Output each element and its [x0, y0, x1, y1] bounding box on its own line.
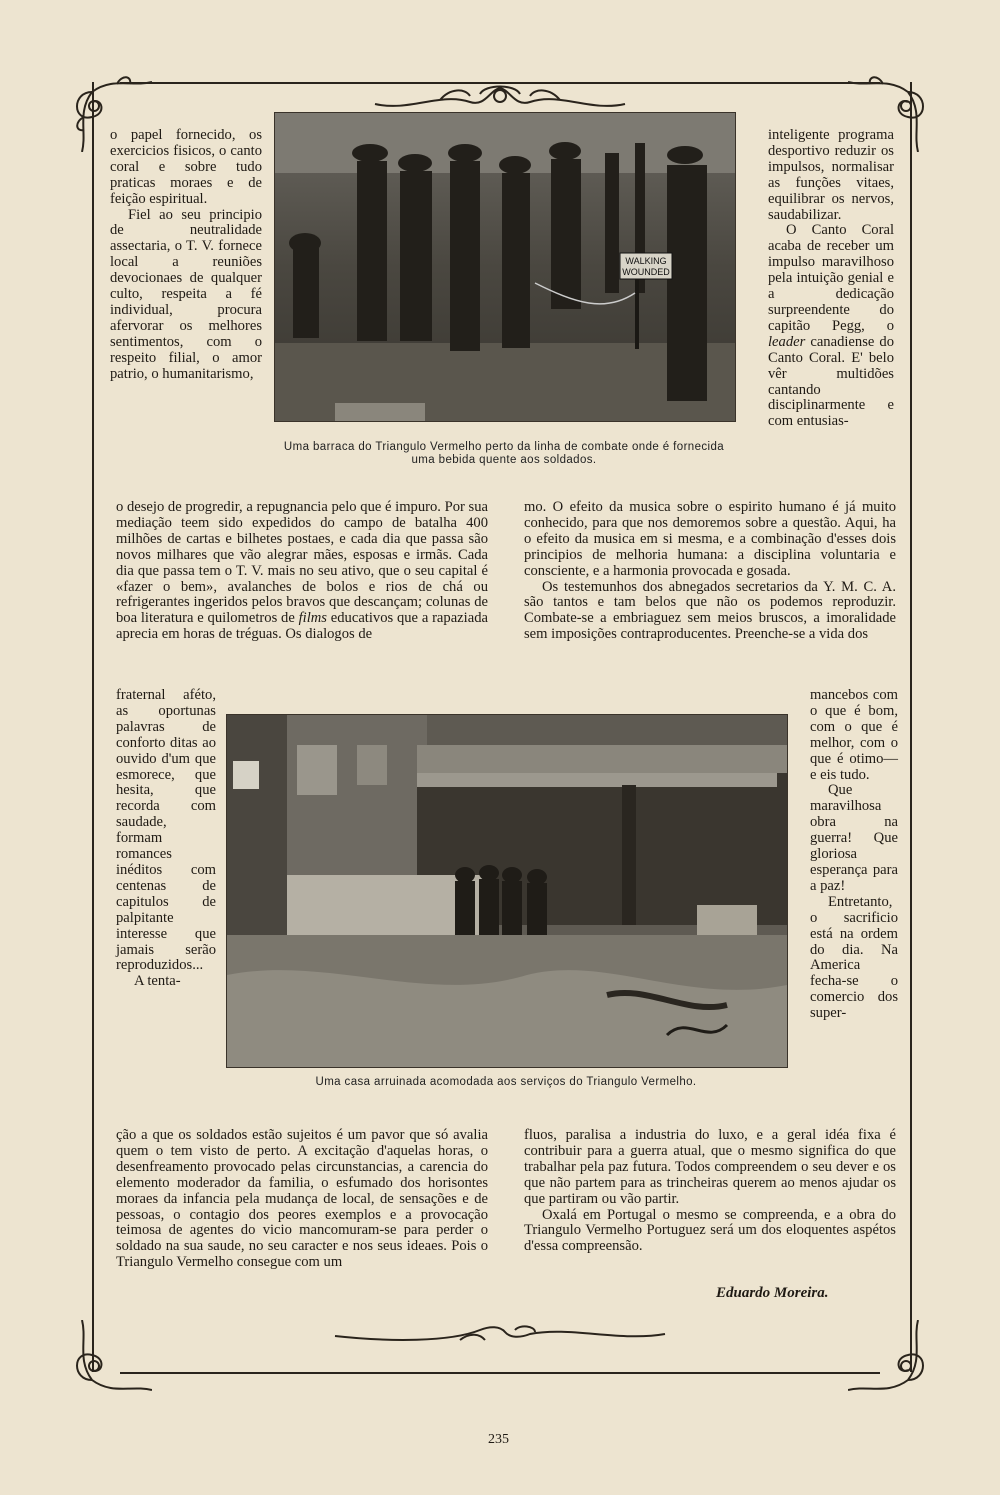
- right-col-p2-start: O Canto Coral acaba de receber um impulso maravilhoso pela intuição genial e a dedicação surpreendente do capitão Pegg, o: [768, 222, 894, 334]
- corner-ornament-bottom-left: [62, 1320, 152, 1410]
- ruined-house-photo-illustration: [227, 715, 787, 1067]
- page-number: 235: [488, 1432, 509, 1447]
- bottom-right-paragraph-2: Oxalá em Portugal o mesmo se compreenda, e a obra do Triangulo Vermelho Portuguez será um dos eloquentes aspétos d'essa compreensão.: [524, 1206, 896, 1255]
- bottom-right-text: [524, 1128, 896, 1255]
- right-col-paragraph-2: [768, 223, 894, 430]
- right-col-paragraph-1: inteligente programa desportivo reduzir os impulsos, normalisar as funções vitaes, equilibrar os nervos, saudabilizar.: [768, 127, 894, 223]
- left-col-paragraph-2: Fiel ao seu principio de neutralidade assectaria, o T. V. fornece local a reuniões devocionaes de qualquer culto, respeita a fé individual, procura afervorar os melhores sentimentos, com o respeito filial, o amor patrio, o humanitarismo,: [110, 206, 262, 382]
- narrow-right-text: [810, 688, 898, 1022]
- middle-right-paragraph-1: mo. O efeito da musica sobre o espirito humano é já muito conhecido, para que nos demoremos sobre a questão. Aqui, ha o efeito da musica em si mesma, e a combinação d'esses dois principios de melhoria humana: a disciplina voluntaria e consciente, e a harmonia provocada e gosada.: [524, 499, 896, 579]
- bottom-ornament: [330, 1322, 670, 1348]
- narrow-right-paragraph-1: mancebos com o que é bom, com o que é melhor, com o que é otimo— e eis tudo.: [810, 687, 898, 783]
- left-col-paragraph-1: o papel fornecido, os exercicios fisicos, o canto coral e sobre tudo praticas moraes e de feição espiritual.: [110, 127, 262, 207]
- narrow-left-paragraph-2: A tenta-: [134, 973, 181, 990]
- photo-sign-line2: WOUNDED: [622, 267, 670, 277]
- bottom-right-paragraph-1: fluos, paralisa a industria do luxo, e a geral idéa fixa é contribuir para a guerra atual, que o mesmo significa do que trabalhar pela paz futura. Todos compreendem o seu dever e os que não partem para as trincheiras querem ao menos ajudar os que partiram ou vão partir.: [524, 1127, 896, 1207]
- middle-left-paragraph: [116, 500, 488, 643]
- author-signature: Eduardo Moreira.: [716, 1285, 829, 1301]
- caption-bottom-photo: Uma casa arruinada acomodada aos serviços do Triangulo Vermelho.: [315, 1076, 697, 1088]
- left-column-text: [110, 128, 262, 383]
- right-col-leader-word: leader: [768, 333, 806, 350]
- soldiers-photo-illustration: [275, 113, 735, 421]
- narrow-left-paragraph-1: fraternal aféto, as oportunas palavras de conforto ditas ao ouvido d'um que esmorece, que hesita, que recorda com saudade, formam romances inéditos com centenas de capitulos de palpitante interesse que jamais serão reproduzidos...: [116, 687, 216, 974]
- middle-left-text: [116, 500, 488, 643]
- caption-top-photo: Uma barraca do Triangulo Vermelho perto da linha de combate onde é fornecida uma bebida quente aos soldados.: [283, 441, 725, 466]
- films-word: films: [298, 610, 327, 627]
- narrow-right-paragraph-3: Entretanto, o sacrificio está na ordem do dia. Na America fecha-se o comercio dos super-: [810, 893, 898, 1022]
- corner-ornament-bottom-right: [848, 1320, 938, 1410]
- photo-sign-line1: WALKING: [625, 256, 667, 266]
- middle-left-end: educativos que a rapaziada aprecia em horas de tréguas. Os dialogos de: [116, 610, 488, 643]
- middle-right-paragraph-2: Os testemunhos dos abnegados secretarios da Y. M. C. A. são tantos e tam belos que não os podemos reproduzir. Combate-se a embriaguez sem meios bruscos, a imoralidade sem imposições contraproducentes. Preenche-se a vida dos: [524, 578, 896, 643]
- middle-left-start: o desejo de progredir, a repugnancia pelo que é impuro. Por sua mediação teem sido expedidos do campo de batalha 400 milhões de cartas e bilhetes postaes, e cada dia que passa são novos milhares que vão alegrar mães, esposas e irmãs. Cada dia que passa tem o T. V. mais no seu ativo, que o seu capital é «fazer o bem», avalanches de bolos e rios de chá ou refrigerantes ingeridos pelos bravos que descançam; colunas de boa literatura e quilometros de: [116, 499, 488, 627]
- photo-ruined-house: [226, 714, 788, 1068]
- bottom-left-text: [116, 1128, 488, 1271]
- bottom-left-paragraph: ção a que os soldados estão sujeitos é um pavor que só avalia quem o tem visto de perto. A excitação d'aquelas horas, o desenfreamento provocado pelas circunstancias, a carencia do elemento moderador da familia, o esfumado dos horisontes moraes da infancia pela mudança de local, de sensações e de pessoas, o contagio dos peores exemplos e a provocação teimosa de agentes do vicio mancomuram-se para perder o soldado na sua saude, no seu caracter e nos seus ideaes. Pois o Triangulo Vermelho consegue com um: [116, 1127, 488, 1271]
- narrow-left-text: [116, 688, 216, 990]
- right-column-text: [768, 128, 894, 430]
- frame-bottom-rule: [120, 1372, 880, 1374]
- top-center-ornament: [370, 82, 630, 116]
- narrow-right-paragraph-2: Que maravilhosa obra na guerra! Que gloriosa esperança para a paz!: [810, 782, 898, 894]
- right-col-p2-end: canadiense do Canto Coral. E' belo vêr multidões cantando disciplinarmente e com entusias-: [768, 333, 894, 430]
- middle-right-text: [524, 500, 896, 643]
- photo-barraca-soldiers: [274, 112, 736, 422]
